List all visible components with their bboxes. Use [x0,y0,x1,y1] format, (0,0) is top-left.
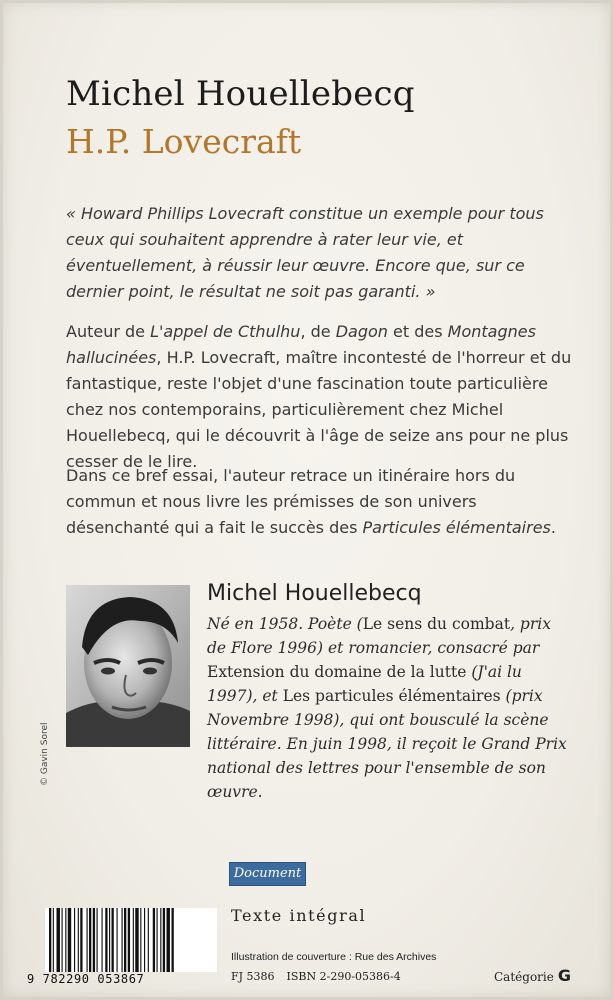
text-run: et des [387,322,448,341]
category-value: G [557,966,571,985]
barcode-bar [78,908,79,972]
cover-author: Michel Houellebecq [66,74,415,114]
barcode [45,908,217,972]
barcode-bar [163,908,165,972]
barcode-digits: 9 782290 053867 [27,972,145,986]
text-run: , de [300,322,336,341]
barcode-bar [49,908,51,972]
barcode-bar [117,908,118,972]
illustration-credit: Illustration de couverture : Rue des Archives [231,951,437,963]
text-run: Auteur de [66,322,151,341]
barcode-bar [57,908,60,972]
text-run: Dans ce bref essai, l'auteur retrace un itinéraire hors du commun et nous livre les prémisses de son univers désenchanté qui a fait le succès des [66,466,516,537]
work-title: Le sens du combat [362,615,511,633]
barcode-bar [167,908,170,972]
work-title: Particules élémentaires [362,518,551,537]
barcode-bar [93,908,95,972]
barcode-bar [112,908,114,972]
category [494,966,571,985]
cover-title: H.P. Lovecraft [66,122,302,161]
photo-credit: © Gavin Sorel [40,722,50,786]
text-run: , H.P. Lovecraft, maître incontesté de l'horreur et du fantastique, reste l'objet d'une fascination toute particulière chez nos contemporains, particulièrement chez Michel Houellebecq, qui le découvrit à l'âge de seize ans pour ne plus cesser de le lire. [66,348,572,471]
barcode-bar [74,908,75,972]
barcode-bar [153,908,155,972]
barcode-bar [80,908,82,972]
barcode-bars [45,908,217,972]
barcode-bar [89,908,91,972]
barcode-bar [144,908,145,972]
barcode-bar [68,908,71,972]
text-run: . [550,518,556,537]
text-run: (prix Novembre 1998), qui ont bousculé la scène littéraire. En juin 1998, il reçoit le Grand Prix national des lettres pour l'ensemble de son œuvre. [207,687,567,801]
barcode-bar [160,908,161,972]
barcode-bar [135,908,138,972]
document-badge: Document [229,862,306,886]
barcode-bar [105,908,107,972]
work-title: Extension du domaine de la lutte [207,663,467,681]
barcode-bar [128,908,130,972]
barcode-bar [65,908,66,972]
work-title: L'appel de Cthulhu [150,322,301,341]
fj-code: FJ 5386 [231,970,275,983]
barcode-bar [122,908,123,972]
barcode-bar [157,908,158,972]
text-run: Né en 1958. Poète ( [207,615,363,633]
author-biography [207,612,567,804]
work-title: Dagon [335,322,388,341]
barcode-bar [62,908,63,972]
barcode-bar [102,908,103,972]
category-label: Catégorie [494,970,554,984]
barcode-bar [133,908,134,972]
blurb-paragraph-1 [66,319,572,475]
barcode-bar [172,908,174,972]
text-run: , prix de Flore 1996) et romancier, consacré par [207,615,551,657]
blurb-paragraph-2 [66,463,572,541]
blurb-quote: « Howard Phillips Lovecraft constitue un exemple pour tous ceux qui souhaitent apprendre à rater leur vie, et éventuellement, à réussir leur œuvre. Encore que, sur ce dernier point, le résultat ne soit pas garanti. » [66,204,544,301]
barcode-bar [124,908,126,972]
author-photo [66,585,190,747]
barcode-bar [109,908,110,972]
barcode-bar [140,908,141,972]
catalog-refs [231,970,413,983]
barcode-bar [53,908,54,972]
barcode-bar [87,908,88,972]
bio-author-name: Michel Houellebecq [207,581,422,606]
isbn: ISBN 2-290-05386-4 [286,970,401,983]
text-run: (J'ai lu 1997), et [207,663,522,705]
barcode-bar [148,908,149,972]
work-title: Montagnes hallucinées [66,322,536,367]
texte-integral-label: Texte intégral [231,906,367,925]
work-title: Les particules élémentaires [282,687,501,705]
author-portrait-image [66,585,190,747]
barcode-bar [97,908,98,972]
